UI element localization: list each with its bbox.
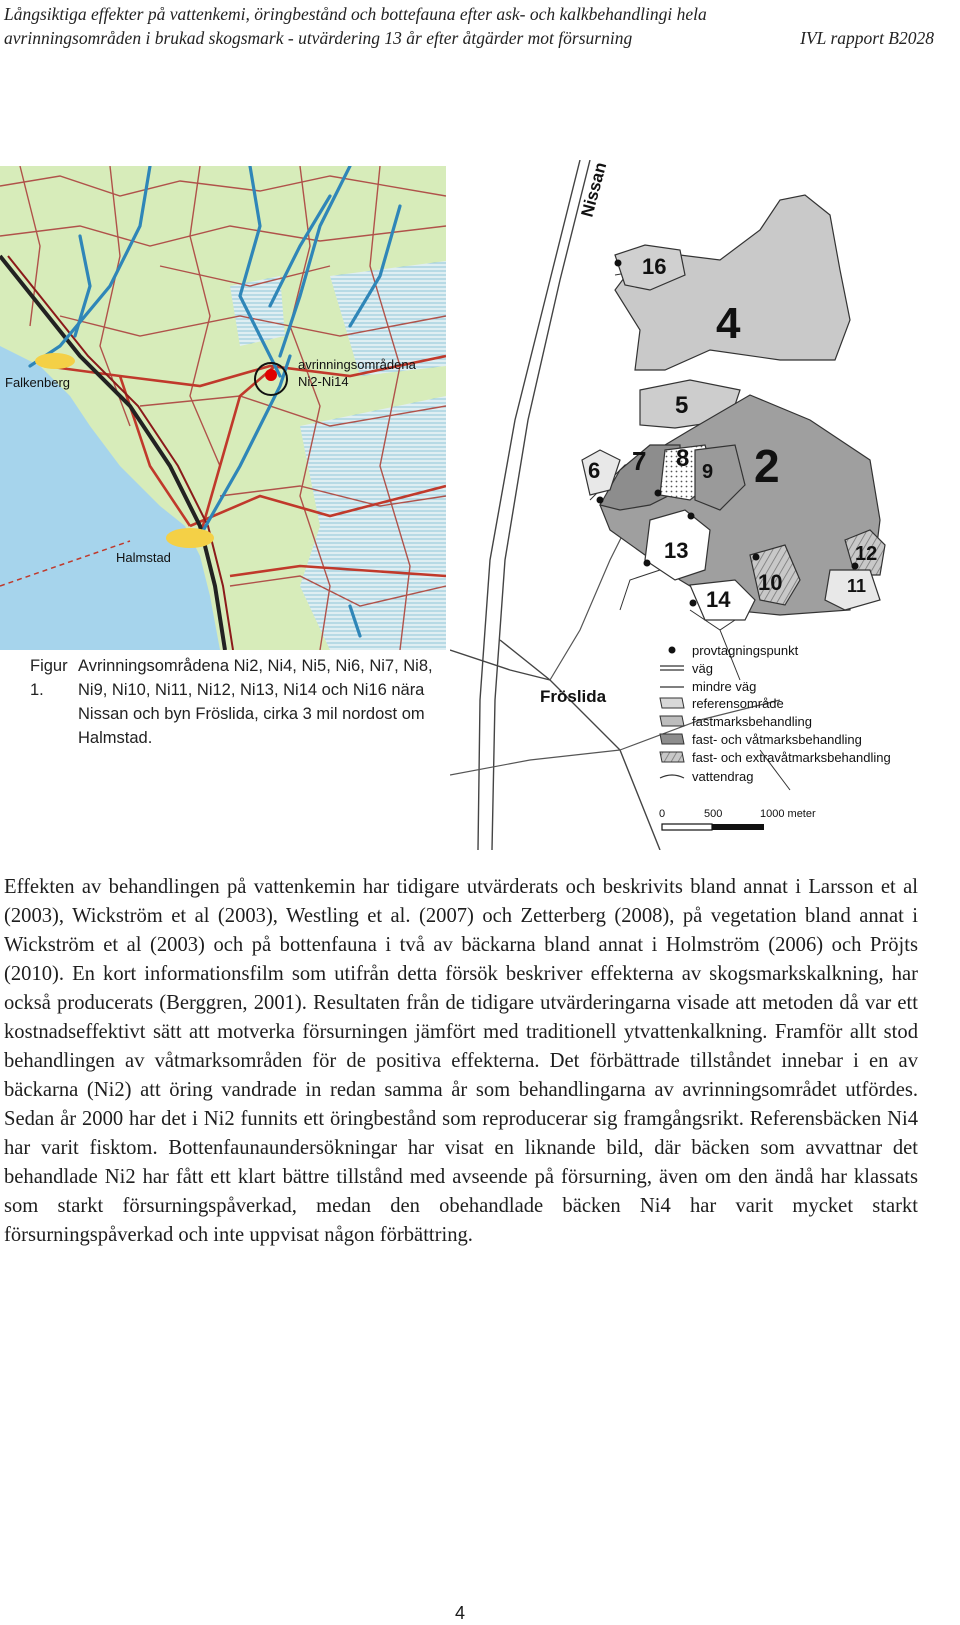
catchment-label-11: 11: [847, 576, 867, 596]
scale-tick-500: 500: [704, 808, 723, 820]
catchment-label-12: 12: [855, 543, 878, 565]
catchment-label-14: 14: [706, 587, 731, 612]
overview-map: [0, 166, 446, 650]
catchment-map: [450, 160, 960, 850]
legend-label-forest-treatment: fastmarksbehandling: [692, 714, 812, 729]
hatched-zone-east: [300, 396, 446, 650]
falkenberg-label: Falkenberg: [5, 375, 71, 390]
area-ids-label: Ni2-Ni14: [298, 374, 349, 389]
legend-label-forest-wetland: fast- och våtmarksbehandling: [692, 732, 862, 747]
scale-bar: [659, 808, 816, 830]
header-title-line-1: Långsiktiga effekter på vattenkemi, öringbestånd och bottefauna efter ask- och kalkbehandlingi hela: [4, 4, 707, 24]
catchment-label-6: 6: [588, 458, 601, 483]
map-legend: [660, 643, 891, 784]
halmstad-town-area: [166, 528, 214, 548]
legend-label-stream: vattendrag: [692, 769, 754, 784]
catchment-label-13: 13: [664, 538, 689, 563]
legend-label-minor-road: mindre väg: [692, 679, 757, 694]
scale-tick-1000: 1000 meter: [760, 808, 816, 820]
header-title-line-2: avrinningsområden i brukad skogsmark - utvärdering 13 år efter åtgärder mot försurning: [4, 28, 633, 48]
legend-symbol-extra-wetland: [660, 752, 684, 762]
catchment-label-7: 7: [632, 446, 647, 476]
legend-label-extra-wetland: fast- och extravåtmarksbehandling: [692, 750, 891, 765]
header-report-id: IVL rapport B2028: [800, 28, 934, 48]
figure-caption-text: Avrinningsområdena Ni2, Ni4, Ni5, Ni6, Ni7, Ni8, Ni9, Ni10, Ni11, Ni12, Ni13, Ni14 och Ni16 nära Nissan och byn Fröslida, cirka 3 mil nordost om Halmstad.: [78, 657, 433, 747]
legend-symbol-reference: [660, 698, 684, 708]
river-label: Nissan: [577, 160, 611, 220]
overview-map-svg: [0, 166, 446, 650]
catchment-label-5: 5: [675, 392, 689, 419]
halmstad-label: Halmstad: [116, 550, 171, 565]
catchment-label-2: 2: [754, 440, 780, 492]
running-header: [4, 2, 934, 50]
legend-symbol-forest-wetland: [660, 734, 684, 744]
page-number: 4: [454, 1603, 465, 1623]
catchment-label-8: 8: [676, 445, 690, 472]
catchment-map-svg: [450, 160, 960, 850]
legend-symbol-stream: [660, 775, 684, 778]
legend-symbol-forest-treatment: [660, 716, 684, 726]
study-area-marker: [265, 369, 277, 381]
falkenberg-town-area: [35, 353, 75, 369]
legend-label-reference: referensområde: [692, 696, 784, 711]
figure-label: Figur 1.: [30, 657, 68, 699]
legend-label-sampling: provtagningspunkt: [692, 643, 799, 658]
legend-label-road: väg: [692, 661, 713, 676]
hatched-zone-center: [230, 276, 285, 346]
village-label: Fröslida: [540, 687, 607, 706]
figure-caption: [30, 654, 440, 750]
scale-tick-0: 0: [659, 808, 666, 820]
legend-symbol-dot: [669, 647, 676, 654]
body-paragraph: Effekten av behandlingen på vattenkemin har tidigare utvärderats och beskrivits bland annat i Larsson et al (2003), Wickström et al (2003), Westling et al. (2007) och Zetterberg (2008), på vegetation bland annat i Wickström et al (2003) och på bottenfauna i två av bäckarna bland annat i Holmström (2006) och Pröjts (2010). En kort informationsfilm som utifrån detta försök beskriver effekterna av skogsmarkskalkning, har också producerats (Berggren, 2001). Resultaten från de tidigare utvärderingarna visade att metoden då var ett kostnadseffektivt sätt att motverka försurningen jämfört med traditionell ytvattenkalkning. Framför allt stod behandlingen av våtmarksområden för de positiva effekterna. Det förbättrade tillståndet innebar i en av bäckarna (Ni2) att öring vandrade in redan samma år som behandlingarna av avrinningsområdet utfördes. Sedan år 2000 har det i Ni2 funnits ett öringbestånd som reproducerar sig framgångsrikt. Referensbäcken Ni4 har varit fisktom. Bottenfaunaundersökningar har visat en liknande bild, där bäcken som avvattnar det behandlade Ni2 har fått ett klart bättre tillstånd med avseende på försurning, även om den ändå har klassats som starkt försurningspåverkad, medan den obehandlade bäcken Ni4 har varit mycket starkt försurningspåverkad och inte uppvisat någon förbättring.: [4, 876, 918, 1246]
catchment-label-16: 16: [642, 254, 667, 279]
catchment-label-10: 10: [758, 570, 783, 595]
catchment-label-4: 4: [716, 299, 741, 348]
area-label: avrinningsområdena: [298, 357, 416, 372]
catchment-label-9: 9: [702, 461, 714, 483]
